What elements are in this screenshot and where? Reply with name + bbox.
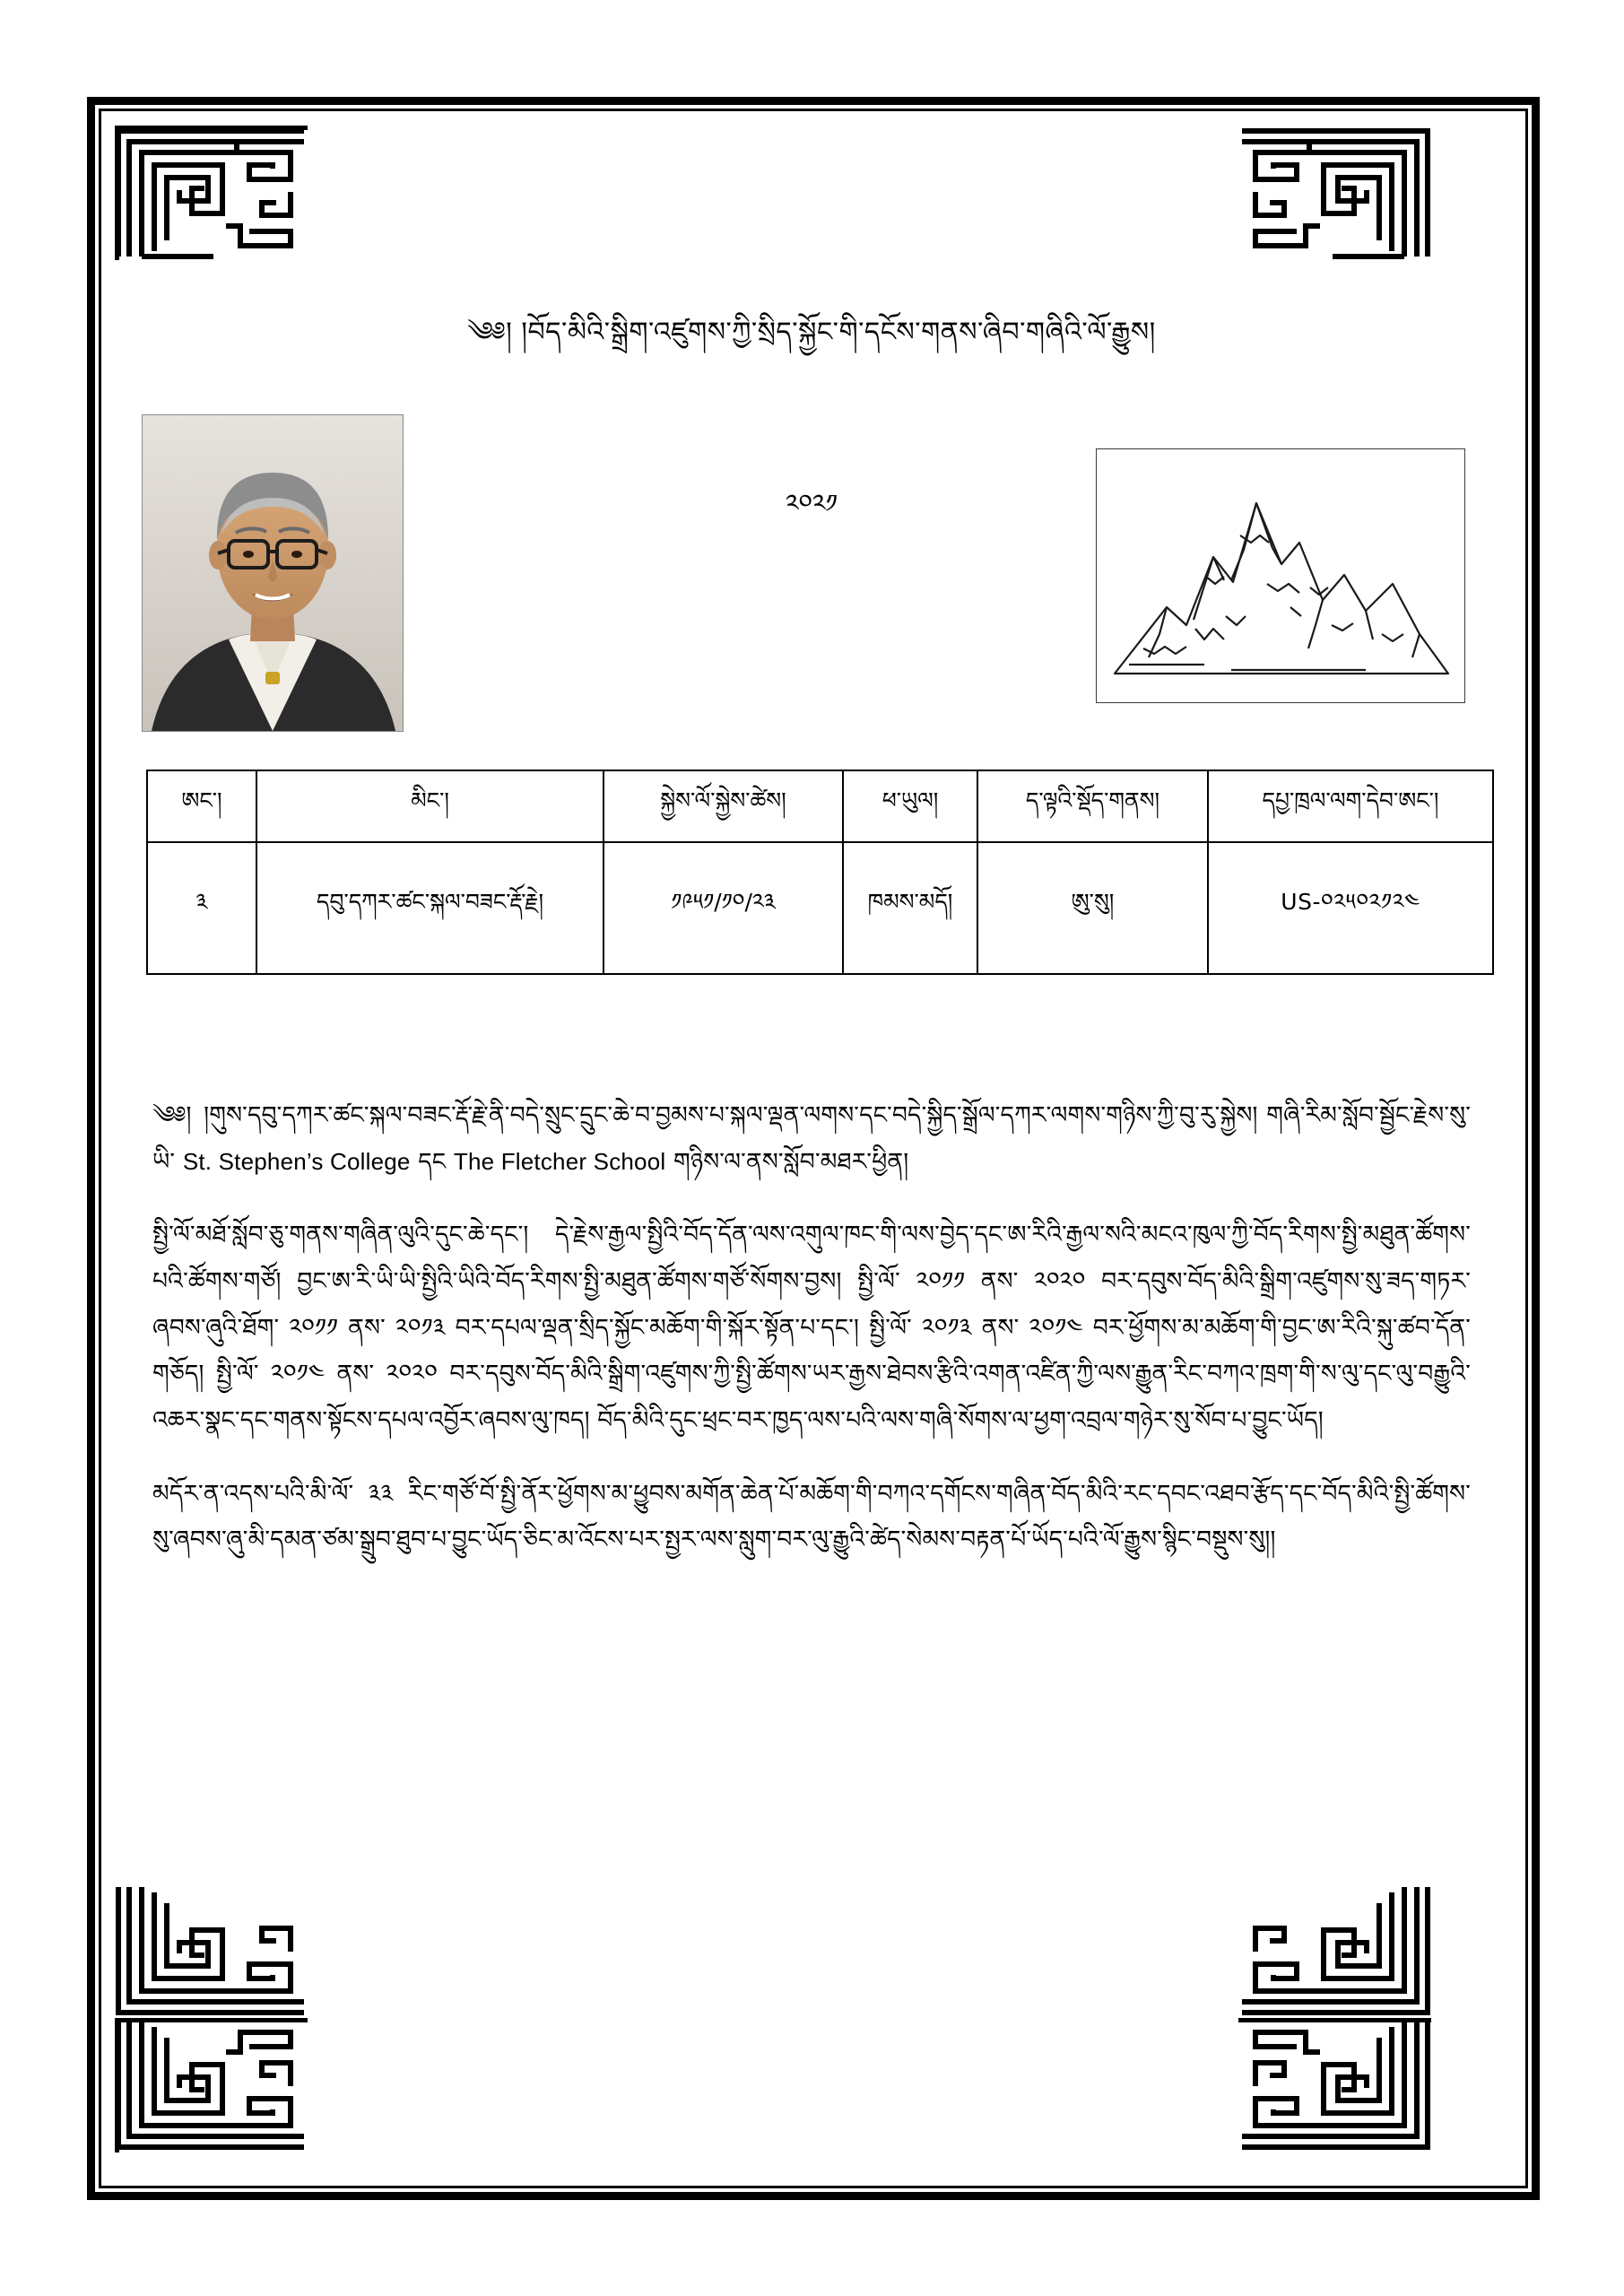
corner-ornament-top-right: [1238, 126, 1431, 260]
table-header-no: ཨང་།: [147, 770, 256, 842]
paragraph-1-lead: ༄༅།: [152, 1101, 192, 1129]
table-header-birth: སྐྱེས་ལོ་སྐྱེས་ཚེས།: [604, 770, 843, 842]
cell-no: ༣: [147, 842, 256, 974]
paragraph-1-segment-2: གཉིས་ལ་ནས་སློབ་མཐར་ཕྱིན།: [673, 1147, 909, 1176]
corner-ornament-bottom-right-upper: [1238, 1883, 1431, 2018]
paragraph-2-segment-1: སྤྱི་ལོ་མཐོ་སློབ་ཅུ་གནས་གཞིན་ལུའི་དུང་ཆེ་དང་། དེ་རྗེས་རྒྱལ་སྤྱིའི་བོད་དོན་ལས་འགུལ་ཁང་གི་ལས་བྱེད་དང་ཨ་རིའི་རྒྱལ་སའི་མངའ་ཁུལ་ཀྱི་བོད་རིགས་སྤྱི་མཐུན་ཚོགས་པའི་ཚོགས་གཙོ། བྱང་ཨ་རི་ཡི་ཡི་སྤྱིའི་ཡིའི་བོད་རིགས་སྤྱི་མཐུན་ཚོགས་གཙོ་སོགས་བྱས། སྤྱི་ལོ་ ༢༠༡༡ ནས་ ༢༠༢༠ བར་དབུས་བོད་མིའི་སྒྲིག་འཛུགས་སུ་ཟད་གཏར་ཞབས་ཞུའི་ཐོག་ ༢༠༡༡ ནས་ ༢༠༡༣ བར་དཔལ་ལྡན་སྲིད་སྐྱོང་མཆོག་གི་སྐོར་སྟོན་པ་དང་། སྤྱི་ལོ་ ༢༠༡༣ ནས་ ༢༠༡༤ བར་ཕྱོགས་མ་མཆོག་གི་བྱང་ཨ་རིའི་སྐུ་ཚབ་དོན་གཅོད། སྤྱི་ལོ་ ༢༠༡༤ ནས་ ༢༠༢༠ བར་དབུས་བོད་མིའི་སྒྲིག་འཛུགས་ཀྱི་སྤྱི་ཚོགས་ཡར་རྒྱས་ཐེབས་རྩིའི་འགན་འཛིན་ཀྱི་ལས་རྒྱུན་རིང་བཀའ་ཁྲག་གི་ས་ལུ་དང་ལུ་བརྒྱུའི་འཆར་སྣང་དང་གནས་སྟོངས་དཔལ་འབྱོར་ཞབས་ལུ་ཁད། བོད་མིའི་དུང་ཕྲང་བར་ཁྱད་ལས་པའི་ལས་གཞི་སོགས་ལ་ཕྱག་འབྲལ་གཉེར་སུ་སོབ་པ་བྱུང་ཡོད།: [152, 1221, 1471, 1435]
document-title: ༄༅། །བོད་མིའི་སྒྲིག་འཛུགས་ཀྱི་སྲིད་སྐྱོང་གི་དངོས་གནས་ཞིབ་གཞིའི་ལོ་རྒྱུས།: [467, 317, 1156, 348]
paragraph-1: [152, 1092, 1471, 1185]
biodata-table: [146, 770, 1494, 975]
table-row: [147, 842, 1493, 974]
paragraph-1-conjunction: དང: [418, 1147, 447, 1176]
cell-name: དབུ་དཀར་ཚང་སྐལ་བཟང་རྡོ་རྗེ།: [256, 842, 604, 974]
table-header-residence: ད་ལྟའི་སྡོད་གནས།: [977, 770, 1208, 842]
portrait-photo: [142, 414, 404, 732]
paragraph-1-college-1: St. Stephen’s College: [182, 1147, 411, 1175]
cell-code: US-༠༢༥༠༢༡༢༤: [1208, 842, 1493, 974]
document-year: ༢༠༢༡: [786, 489, 838, 518]
paragraph-2: [152, 1212, 1471, 1443]
table-header-row: [147, 770, 1493, 842]
paragraph-1-college-2: The Fletcher School: [453, 1147, 666, 1175]
corner-ornament-bottom-left: [115, 2018, 308, 2152]
cell-origin: ཁམས་མདོ།: [843, 842, 977, 974]
table-header-code: དཔྱ་ཁྲལ་ལག་དེབ་ཨང་།: [1208, 770, 1493, 842]
paragraph-3: [152, 1471, 1471, 1563]
title-block: [135, 309, 1489, 355]
corner-ornament-bottom-left-upper: [115, 1883, 308, 2018]
table-header-name: མིང་།: [256, 770, 604, 842]
cell-residence: ཨུ་སུ།: [977, 842, 1208, 974]
mountain-illustration: [1096, 448, 1465, 703]
paragraph-3-segment-1: མདོར་ན་འདས་པའི་མི་ལོ་ ༣༣ རིང་གཙོ་བོ་སྤྱི་ནོར་ཕྱོགས་མ་ཕྱུབས་མགོན་ཆེན་པོ་མཆོག་གི་བཀའ་དགོངས་གཞིན་བོད་མིའི་རང་དབང་འཐབ་རྩོད་དང་བོད་མིའི་སྤྱི་ཚོགས་སུ་ཞབས་ཞུ་མི་དམན་ཙམ་སྒྲུབ་ཐུབ་པ་བྱུང་ཡོད་ཅིང་མ་འོངས་པར་སྤྱར་ལས་སླུག་བར་ལུ་རྒྱུའི་ཚེད་སེམས་བརྟན་པོ་ཡོད་པའི་ལོ་རྒྱུས་སྙིང་བསྡུས་སུ།།: [152, 1479, 1471, 1554]
body-text: [152, 1092, 1471, 1590]
corner-ornament-top-left: [115, 126, 308, 260]
corner-ornament-bottom-right: [1238, 2018, 1431, 2152]
cell-birth: ༡༩༥༡/༡༠/༢༣: [604, 842, 843, 974]
paragraph-1-segment-1: །གུས་དབུ་དཀར་ཚང་སྐལ་བཟང་རྡོ་རྗེ་ནི་བདེ་སྲུང་དྲུང་ཆེ་བ་བྱམས་པ་སྐལ་ལྡན་ལགས་དང་བདེ་སྐྱིད་སྒྲོལ་དཀར་ལགས་གཉིས་ཀྱི་བུ་རུ་སྐྱེས། གཞི་རིམ་སློབ་སྦྱོང་རྗེས་སུ་ཡི་: [152, 1101, 1471, 1176]
table-header-origin: ཕ་ཡུལ།: [843, 770, 977, 842]
